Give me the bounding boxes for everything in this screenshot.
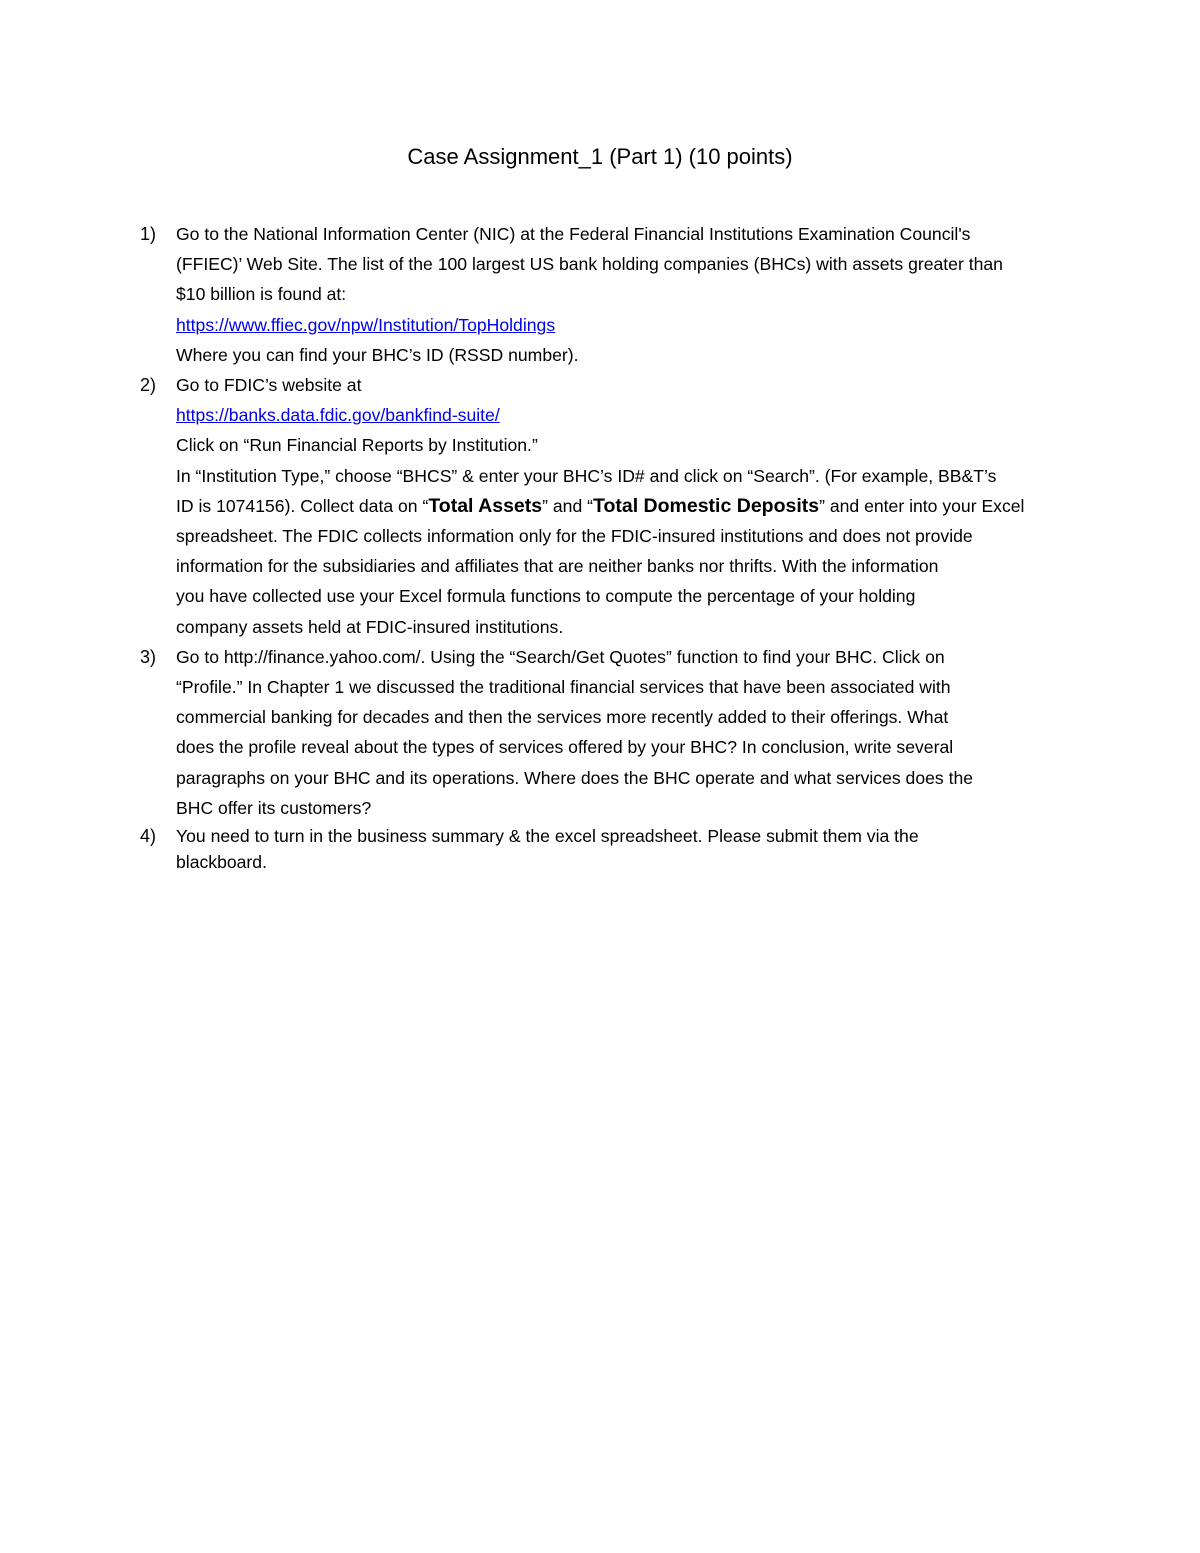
item-text-line: BHC offer its customers? [176,797,372,818]
instruction-item-4 [140,823,1100,875]
item-number: 1) [140,224,157,244]
item-text-line: Go to http://finance.yahoo.com/. Using the “Search/Get Quotes” function to find your BHC. Click on [176,646,945,667]
item-text-line: information for the subsidiaries and affiliates that are neither banks nor thrifts. With the information [176,556,939,577]
item-text-line: does the profile reveal about the types of services offered by your BHC? In conclusion, write several [176,737,954,758]
item-text-line: “Profile.” In Chapter 1 we discussed the traditional financial services that have been associated with [176,677,951,698]
item-text-line: blackboard. [176,852,267,873]
item-number: 4) [140,826,157,847]
item-text-line: Go to the National Information Center (NIC) at the Federal Financial Institutions Examination Council's [176,224,971,244]
item-text-line: commercial banking for decades and then the services more recently added to their offerings. What [176,707,949,728]
item-text-line: In “Institution Type,” choose “BHCS” & enter your BHC’s ID# and click on “Search”. (For example, BB&T’s [176,465,997,486]
item-text-line: Where you can find your BHC’s ID (RSSD number). [176,344,579,365]
item-text-line: $10 billion is found at: [176,284,347,305]
instruction-item-3 [140,642,1100,823]
ffiec-top-holdings-link[interactable]: https://www.ffiec.gov/npw/Institution/TopHoldings [176,314,556,335]
collect-prefix: ID is 1074156). Collect data on “ [176,495,429,516]
item-text-line: spreadsheet. The FDIC collects information only for the FDIC-insured institutions and does not provide [176,526,973,547]
item-text-line: Click on “Run Financial Reports by Institution.” [176,435,538,456]
item-text-line: you have collected use your Excel formula functions to compute the percentage of your holding [176,586,916,607]
collect-suffix: ” and enter into your Excel [819,495,1025,516]
document-title: Case Assignment_1 (Part 1) (10 points) [407,144,793,169]
item-text-line: paragraphs on your BHC and its operations. Where does the BHC operate and what services does the [176,767,974,788]
collect-mid: ” and “ [542,495,593,516]
instruction-list [140,219,1100,875]
total-deposits-term: Total Domestic Deposits [592,494,820,517]
instruction-item-2 [140,370,1100,642]
item-number: 3) [140,646,157,667]
item-text-line: (FFIEC)’ Web Site. The list of the 100 largest US bank holding companies (BHCs) with assets greater than [176,254,1003,275]
collect-data-line [176,491,1100,521]
item-text-line: Go to FDIC’s website at [176,375,362,396]
fdic-bankfind-link[interactable]: https://banks.data.fdic.gov/bankfind-suite/ [176,405,500,426]
item-text-line: You need to turn in the business summary & the excel spreadsheet. Please submit them via the [176,826,919,847]
instruction-item-1 [140,219,1100,370]
total-assets-term: Total Assets [428,494,543,517]
item-number: 2) [140,375,157,396]
item-text-line: company assets held at FDIC-insured institutions. [176,616,564,637]
